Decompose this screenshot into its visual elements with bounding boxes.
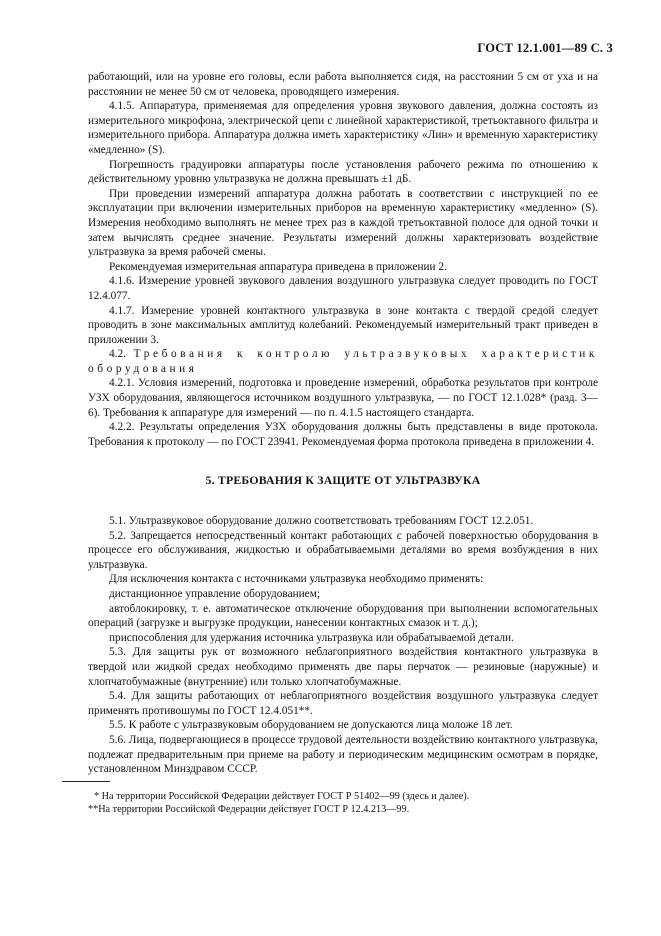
heading-4-2-text: Требования к контролю ультразвуковых характеристик оборудования [88,348,598,375]
paragraph-recommended-equipment: Рекомендуемая измерительная аппаратура приведена в приложении 2. [109,260,447,273]
paragraph-4-1-6: 4.1.6. Измерение уровней звукового давления воздушного ультразвука следует проводить по ГОСТ 12.4.077. [88,275,598,302]
paragraph-5-3: 5.3. Для защиты рук от возможного неблагоприятного воздействия контактного ультразвука в твердой или жидкой средах необходимо применять две пары перчаток — резиновые (наружные) и хлопчатобумажные (внутренние) или только хлопчатобумажные. [88,646,598,688]
paragraph-4-2-1: 4.2.1. Условия измерений, подготовка и проведение измерений, обработка результатов при контроле УЗХ оборудования, являющегося источником воздушного ультразвука, — по ГОСТ 12.1.028* (разд. 3—6). Требования к аппаратуре для измерений — по п. 4.1.5 настоящего стандарта. [88,377,598,419]
body-text [88,70,598,777]
paragraph-4-2-2: 4.2.2. Результаты определения УЗХ оборудования должны быть представлены в виде протокола. Требования к протоколу — по ГОСТ 23941. Рекомендуемая форма протокола приведена в приложении 4. [88,421,598,448]
footnote-2: **На территории Российской Федерации действует ГОСТ Р 12.4.213—99. [88,804,410,815]
paragraph-5-2: 5.2. Запрещается непосредственный контакт работающих с рабочей поверхностью оборудования в процессе его обслуживания, жидкостью и обрабатываемыми деталями во время возбуждения в них ультразвука. [88,529,598,571]
footnote-1: * На территории Российской Федерации действует ГОСТ Р 51402—99 (здесь и далее). [94,791,470,802]
paragraph-5-1: 5.1. Ультразвуковое оборудование должно соответствовать требованиям ГОСТ 12.2.051. [109,515,534,528]
heading-4-2-number: 4.2. [109,348,126,361]
list-item-remote-control: дистанционное управление оборудованием; [109,588,320,600]
paragraph-5-6: 5.6. Лица, подвергающиеся в процессе трудовой деятельности воздействию контактного ультразвука, подлежат предварительным при приеме на работу и периодическим медицинским осмотрам в порядке, установленном Минздравом СССР. [88,733,598,776]
paragraph-4-1-7: 4.1.7. Измерение уровней контактного ультразвука в зоне контакта с твердой средой следует проводить в зоне максимальных амплитуд колебаний. Рекомендуемый измерительный тракт приведен в приложении 3. [88,304,598,346]
paragraph-measurement-procedure: При проведении измерений аппаратура должна работать в соответствии с инструкцией по ее эксплуатации при включении измерительных приборов на временную характеристику «медленно» (S). Измерения необходимо выполнять не менее трех раз в каждой третьоктавной полосе для одной точки и затем вычислять среднее значение. Результаты измерений должны характеризовать воздействие ультразвука за время рабочей смены. [88,187,598,259]
heading-4-2 [88,347,598,376]
paragraph-5-5: 5.5. К работе с ультразвуковым оборудованием не допускаются лица моложе 18 лет. [109,719,513,732]
paragraph-5-4: 5.4. Для защиты работающих от неблагоприятного воздействия воздушного ультразвука следует применять противошумы по ГОСТ 12.4.051**. [88,690,598,717]
page-header: ГОСТ 12.1.001—89 С. 3 [477,41,613,55]
section-5-title: 5. ТРЕБОВАНИЯ К ЗАЩИТЕ ОТ УЛЬТРАЗВУКА [205,473,481,488]
list-item-auto-lock: автоблокировку, т. е. автоматическое отключение оборудования при выполнении вспомогательных операций (загрузке и выгрузке продукции, нанесении контактных смазок и т. д.); [88,602,598,630]
paragraph-calibration-error: Погрешность градуировки аппаратуры после установления рабочего режима по отношению к действительному уровню ультразвука не должна превышать ±1 дБ. [88,158,598,186]
list-item-holding-devices: приспособления для удержания источника ультразвука или обрабатываемой детали. [109,631,514,644]
footnote-divider [62,781,110,782]
footnotes [88,790,608,816]
paragraph-contact-exclusion: Для исключения контакта с источниками ультразвука необходимо применять: [109,573,484,586]
paragraph-4-1-5: 4.1.5. Аппаратура, применяемая для определения уровня звукового давления, должна состоять из измерительного микрофона, электрической цепи с линейной характеристикой, третьоктавного фильтра и измерительного прибора. Аппаратура должна иметь характеристику «Лин» и временную характеристику «медленно» (S). [88,100,598,156]
paragraph-continuation: работающий, или на уровне его головы, если работа выполняется сидя, на расстоянии 5 см от уха и на расстоянии не менее 50 см от человека, проводящего измерения. [88,71,598,98]
